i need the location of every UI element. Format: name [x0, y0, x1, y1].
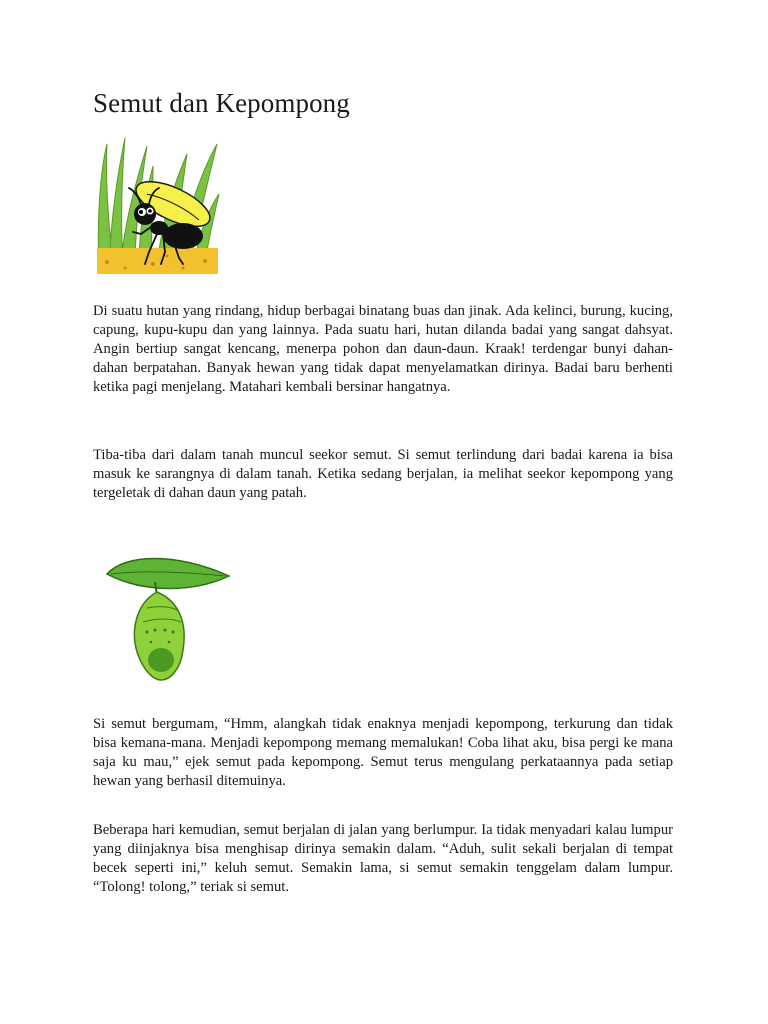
story-paragraph-4: Beberapa hari kemudian, semut berjalan di jalan yang berlumpur. Ia tidak menyadari kalau lumpur yang diinjaknya bisa menghisap dirinya semakin dalam. “Aduh, sulit sekali berjalan di tempat becek seperti ini,” keluh semut. Semakin lama, si semut semakin tenggelam dalam lumpur. “Tolong! tolong,” teriak si semut.	[93, 822, 673, 895]
page-title: Semut dan Kepompong	[93, 88, 350, 118]
story-paragraph-3: Si semut bergumam, “Hmm, alangkah tidak enaknya menjadi kepompong, terkurung dan tidak bisa kemana-mana. Menjadi kepompong memang memalukan! Coba lihat aku, bisa pergi ke mana saja ku mau,” ejek semut pada kepompong. Semut terus mengulang perkataannya pada setiap hewan yang berhasil ditemuinya.	[93, 716, 673, 789]
story-paragraph-1: Di suatu hutan yang rindang, hidup berbagai binatang buas dan jinak. Ada kelinci, burung, kucing, capung, kupu-kupu dan yang lainnya. Pada suatu hari, hutan dilanda badai yang sangat dahsyat. Angin bertiup sangat kencang, menerpa pohon dan daun-daun. Kraak! terdengar bunyi dahan-dahan berpatahan. Banyak hewan yang tidak dapat menyelamatkan dirinya. Badai baru berhenti ketika pagi menjelang. Matahari kembali bersinar hangatnya.	[93, 303, 673, 395]
chrysalis-illustration	[105, 552, 233, 684]
ant-illustration	[95, 136, 220, 276]
story-paragraph-2: Tiba-tiba dari dalam tanah muncul seekor semut. Si semut terlindung dari badai karena ia bisa masuk ke sarangnya di dalam tanah. Ketika sedang berjalan, ia melihat seekor kepompong yang tergeletak di dahan daun yang patah.	[93, 447, 673, 501]
